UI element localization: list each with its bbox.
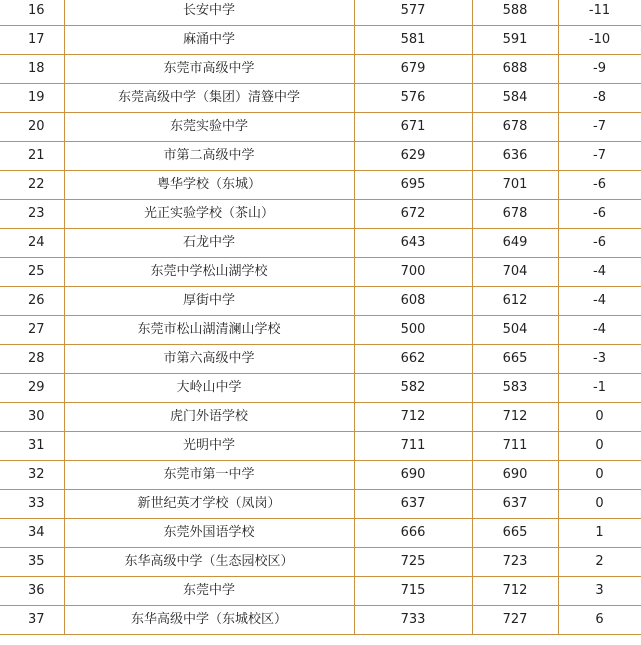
diff-cell: -8 bbox=[558, 84, 641, 113]
diff-cell: 1 bbox=[558, 519, 641, 548]
score-a-cell: 725 bbox=[354, 548, 472, 577]
school-name-cell: 光明中学 bbox=[64, 432, 354, 461]
rank-cell: 19 bbox=[0, 84, 64, 113]
score-a-cell: 500 bbox=[354, 316, 472, 345]
score-a-cell: 666 bbox=[354, 519, 472, 548]
table-row bbox=[0, 316, 641, 345]
score-b-cell: 665 bbox=[472, 345, 558, 374]
score-b-cell: 723 bbox=[472, 548, 558, 577]
rank-cell: 27 bbox=[0, 316, 64, 345]
rank-cell: 36 bbox=[0, 577, 64, 606]
score-a-cell: 671 bbox=[354, 113, 472, 142]
table-row bbox=[0, 461, 641, 490]
score-a-cell: 576 bbox=[354, 84, 472, 113]
score-b-cell: 701 bbox=[472, 171, 558, 200]
score-a-cell: 712 bbox=[354, 403, 472, 432]
rank-cell: 26 bbox=[0, 287, 64, 316]
diff-cell: -3 bbox=[558, 345, 641, 374]
diff-cell: -4 bbox=[558, 287, 641, 316]
school-name-cell: 东华高级中学（生态园校区） bbox=[64, 548, 354, 577]
rank-cell: 33 bbox=[0, 490, 64, 519]
school-name-cell: 东莞市高级中学 bbox=[64, 55, 354, 84]
score-b-cell: 636 bbox=[472, 142, 558, 171]
table-row bbox=[0, 113, 641, 142]
score-b-cell: 712 bbox=[472, 403, 558, 432]
diff-cell: -6 bbox=[558, 229, 641, 258]
diff-cell: -6 bbox=[558, 200, 641, 229]
diff-cell: 0 bbox=[558, 403, 641, 432]
rank-cell: 17 bbox=[0, 26, 64, 55]
score-b-cell: 583 bbox=[472, 374, 558, 403]
score-a-cell: 690 bbox=[354, 461, 472, 490]
school-name-cell: 东莞实验中学 bbox=[64, 113, 354, 142]
table-row bbox=[0, 519, 641, 548]
diff-cell: -7 bbox=[558, 113, 641, 142]
diff-cell: 3 bbox=[558, 577, 641, 606]
score-a-cell: 581 bbox=[354, 26, 472, 55]
school-name-cell: 厚街中学 bbox=[64, 287, 354, 316]
score-a-cell: 711 bbox=[354, 432, 472, 461]
school-name-cell: 东莞市松山湖清澜山学校 bbox=[64, 316, 354, 345]
diff-cell: -1 bbox=[558, 374, 641, 403]
school-name-cell: 东莞外国语学校 bbox=[64, 519, 354, 548]
school-name-cell: 市第六高级中学 bbox=[64, 345, 354, 374]
rank-cell: 37 bbox=[0, 606, 64, 635]
rank-cell: 16 bbox=[0, 0, 64, 26]
school-name-cell: 东莞中学 bbox=[64, 577, 354, 606]
diff-cell: -4 bbox=[558, 258, 641, 287]
diff-cell: -4 bbox=[558, 316, 641, 345]
rank-cell: 35 bbox=[0, 548, 64, 577]
score-a-cell: 700 bbox=[354, 258, 472, 287]
score-b-cell: 678 bbox=[472, 113, 558, 142]
score-b-cell: 704 bbox=[472, 258, 558, 287]
school-name-cell: 粤华学校（东城） bbox=[64, 171, 354, 200]
rank-cell: 28 bbox=[0, 345, 64, 374]
rank-cell: 25 bbox=[0, 258, 64, 287]
score-b-cell: 584 bbox=[472, 84, 558, 113]
score-b-cell: 649 bbox=[472, 229, 558, 258]
score-a-cell: 679 bbox=[354, 55, 472, 84]
score-a-cell: 733 bbox=[354, 606, 472, 635]
table-row bbox=[0, 403, 641, 432]
diff-cell: 0 bbox=[558, 490, 641, 519]
school-name-cell: 虎门外语学校 bbox=[64, 403, 354, 432]
diff-cell: 0 bbox=[558, 461, 641, 490]
rank-cell: 18 bbox=[0, 55, 64, 84]
rank-cell: 24 bbox=[0, 229, 64, 258]
table-row bbox=[0, 287, 641, 316]
school-name-cell: 大岭山中学 bbox=[64, 374, 354, 403]
table-row bbox=[0, 432, 641, 461]
diff-cell: -6 bbox=[558, 171, 641, 200]
table-row bbox=[0, 258, 641, 287]
table-row bbox=[0, 84, 641, 113]
school-name-cell: 长安中学 bbox=[64, 0, 354, 26]
table-row bbox=[0, 200, 641, 229]
rank-cell: 21 bbox=[0, 142, 64, 171]
school-name-cell: 东华高级中学（东城校区） bbox=[64, 606, 354, 635]
score-b-cell: 711 bbox=[472, 432, 558, 461]
score-b-cell: 678 bbox=[472, 200, 558, 229]
school-name-cell: 东莞高级中学（集团）清簦中学 bbox=[64, 84, 354, 113]
school-name-cell: 东莞中学松山湖学校 bbox=[64, 258, 354, 287]
score-a-cell: 715 bbox=[354, 577, 472, 606]
score-a-cell: 608 bbox=[354, 287, 472, 316]
school-name-cell: 光正实验学校（茶山） bbox=[64, 200, 354, 229]
rank-cell: 23 bbox=[0, 200, 64, 229]
table-row bbox=[0, 142, 641, 171]
rank-cell: 22 bbox=[0, 171, 64, 200]
diff-cell: 0 bbox=[558, 432, 641, 461]
rank-cell: 31 bbox=[0, 432, 64, 461]
score-a-cell: 637 bbox=[354, 490, 472, 519]
score-b-cell: 612 bbox=[472, 287, 558, 316]
diff-cell: -10 bbox=[558, 26, 641, 55]
diff-cell: 6 bbox=[558, 606, 641, 635]
rank-cell: 34 bbox=[0, 519, 64, 548]
diff-cell: -7 bbox=[558, 142, 641, 171]
diff-cell: -11 bbox=[558, 0, 641, 26]
score-a-cell: 662 bbox=[354, 345, 472, 374]
score-b-cell: 727 bbox=[472, 606, 558, 635]
score-b-cell: 690 bbox=[472, 461, 558, 490]
score-a-cell: 695 bbox=[354, 171, 472, 200]
score-b-cell: 504 bbox=[472, 316, 558, 345]
score-a-cell: 582 bbox=[354, 374, 472, 403]
table-row bbox=[0, 490, 641, 519]
diff-cell: -9 bbox=[558, 55, 641, 84]
school-name-cell: 石龙中学 bbox=[64, 229, 354, 258]
table-row bbox=[0, 0, 641, 26]
school-name-cell: 东莞市第一中学 bbox=[64, 461, 354, 490]
score-b-cell: 591 bbox=[472, 26, 558, 55]
score-a-cell: 643 bbox=[354, 229, 472, 258]
score-a-cell: 577 bbox=[354, 0, 472, 26]
table-row bbox=[0, 55, 641, 84]
school-name-cell: 市第二高级中学 bbox=[64, 142, 354, 171]
score-a-cell: 629 bbox=[354, 142, 472, 171]
school-name-cell: 新世纪英才学校（凤岗） bbox=[64, 490, 354, 519]
table-row bbox=[0, 548, 641, 577]
rank-cell: 30 bbox=[0, 403, 64, 432]
rank-cell: 29 bbox=[0, 374, 64, 403]
school-name-cell: 麻涌中学 bbox=[64, 26, 354, 55]
score-b-cell: 712 bbox=[472, 577, 558, 606]
table-row bbox=[0, 171, 641, 200]
score-b-cell: 665 bbox=[472, 519, 558, 548]
score-a-cell: 672 bbox=[354, 200, 472, 229]
rank-cell: 20 bbox=[0, 113, 64, 142]
table-row bbox=[0, 229, 641, 258]
diff-cell: 2 bbox=[558, 548, 641, 577]
table-row bbox=[0, 577, 641, 606]
table-row bbox=[0, 345, 641, 374]
score-b-cell: 688 bbox=[472, 55, 558, 84]
table-row bbox=[0, 606, 641, 635]
rank-cell: 32 bbox=[0, 461, 64, 490]
score-b-cell: 637 bbox=[472, 490, 558, 519]
score-b-cell: 588 bbox=[472, 0, 558, 26]
table-row bbox=[0, 374, 641, 403]
table-row bbox=[0, 26, 641, 55]
